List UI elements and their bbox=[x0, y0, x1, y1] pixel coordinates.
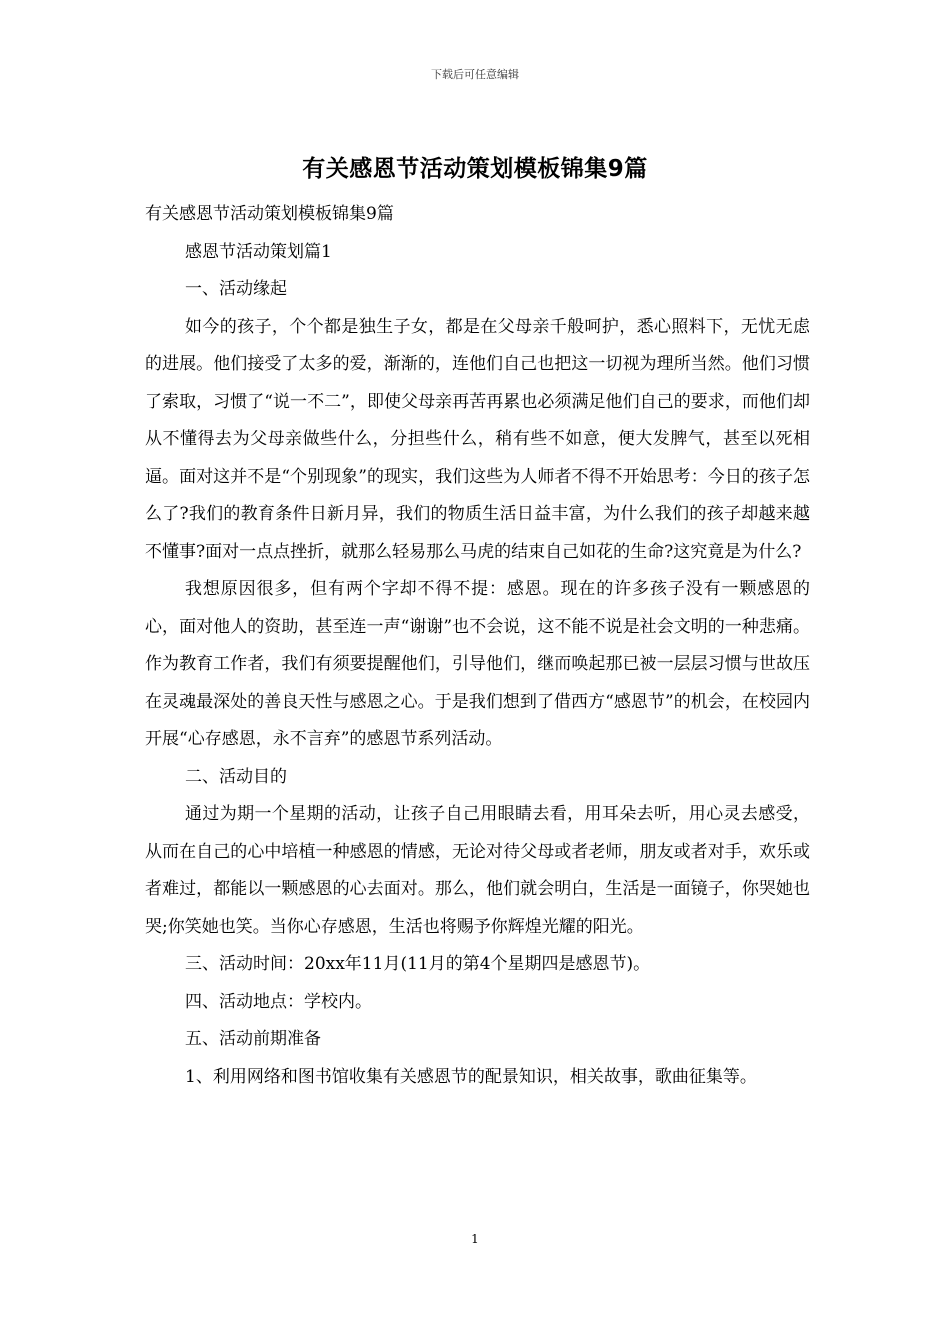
section-heading-preparation: 五、活动前期准备 bbox=[185, 1029, 321, 1049]
page-number: 1 bbox=[471, 1232, 479, 1246]
list-item-preparation-1: 1、利用网络和图书馆收集有关感恩节的配景知识，相关故事，歌曲征集等。 bbox=[185, 1066, 757, 1087]
document-title: 有关感恩节活动策划模板锦集9篇 bbox=[302, 156, 648, 182]
section-heading-plan-1: 感恩节活动策划篇1 bbox=[185, 241, 332, 262]
section-heading-time: 三、活动时间：20xx年11月(11月的第4个星期四是感恩节)。 bbox=[185, 954, 651, 974]
paragraph-origin-2: 我想原因很多，但有两个字却不得不提：感恩。现在的许多孩子没有一颗感恩的心，面对他人的资助，甚至连一声“谢谢”也不会说，这不能不说是社会文明的一种悲痛。作为教育工作者，我们有须要提醒他们，引导他们，继而唤起那已被一层层习惯与世故压在灵魂最深处的善良天性与感恩之心。于是我们想到了借西方“感恩节”的机会，在校园内开展“心存感恩，永不言弃”的感恩节系列活动。 bbox=[145, 579, 810, 749]
header-note: 下载后可任意编辑 bbox=[431, 68, 519, 81]
section-heading-purpose: 二、活动目的 bbox=[185, 766, 287, 787]
section-heading-location: 四、活动地点：学校内。 bbox=[185, 991, 372, 1012]
section-heading-origin: 一、活动缘起 bbox=[185, 279, 287, 299]
paragraph-subtitle: 有关感恩节活动策划模板锦集9篇 bbox=[145, 204, 394, 224]
paragraph-origin-1: 如今的孩子，个个都是独生子女，都是在父母亲千般呵护，悉心照料下，无忧无虑的进展。他们接受了太多的爱，渐渐的，连他们自己也把这一切视为理所当然。他们习惯了索取，习惯了“说一不二”，即使父母亲再苦再累也必须满足他们自己的要求，而他们却从不懂得去为父母亲做些什么，分担些什么，稍有些不如意，便大发脾气，甚至以死相逼。面对这并不是“个别现象”的现实，我们这些为人师者不得不开始思考：今日的孩子怎么了?我们的教育条件日新月异，我们的物质生活日益丰富，为什么我们的孩子却越来越不懂事?面对一点点挫折，就那么轻易那么马虎的结束自己如花的生命?这究竟是为什么? bbox=[145, 316, 810, 562]
paragraph-purpose: 通过为期一个星期的活动，让孩子自己用眼睛去看，用耳朵去听，用心灵去感受，从而在自己的心中培植一种感恩的情感，无论对待父母或者老师，朋友或者对手，欢乐或者难过，都能以一颗感恩的心去面对。那么，他们就会明白，生活是一面镜子，你哭她也哭;你笑她也笑。当你心存感恩，生活也将赐予你辉煌光耀的阳光。 bbox=[145, 804, 810, 937]
document-body bbox=[145, 196, 810, 1096]
